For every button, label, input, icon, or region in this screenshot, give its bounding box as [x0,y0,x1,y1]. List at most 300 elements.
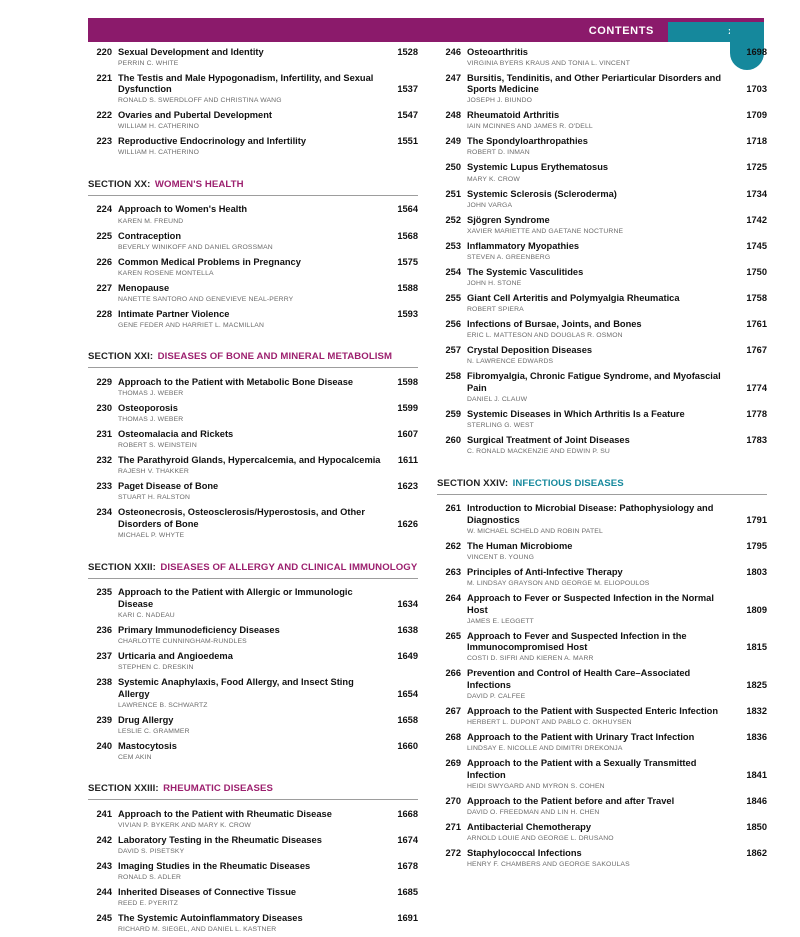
toc-entry[interactable] [88,401,418,427]
toc-entry-authors: KARI C. NADEAU [118,611,175,619]
toc-entry-number: 230 [96,403,112,414]
toc-entry-authors: RONALD S. ADLER [118,874,182,882]
toc-entry-number: 261 [445,503,461,514]
toc-entry-title[interactable]: Inherited Diseases of Connective Tissue [118,887,297,898]
toc-entry-number: 251 [445,188,461,199]
toc-entry[interactable] [437,433,767,459]
toc-entry-title[interactable]: The Systemic Vasculitides [467,266,584,277]
toc-entry[interactable] [437,501,767,539]
toc-entry-page[interactable]: 1678 [397,861,418,872]
toc-entry-number: 270 [445,795,461,806]
toc-entry-authors: RICHARD M. SIEGEL, AND DANIEL L. KASTNER [118,926,277,934]
toc-section-title: WOMEN'S HEALTH [154,178,244,190]
toc-entry-title[interactable]: Inflammatory Myopathies [467,240,580,251]
toc-entry-body [118,481,418,502]
toc-entry-page[interactable]: 1803 [746,566,767,577]
toc-entry-title[interactable]: Intimate Partner Violence [118,308,230,319]
toc-entry-body [118,257,418,278]
toc-entry-number: 221 [96,72,112,83]
toc-entry[interactable] [88,202,418,228]
toc-entry-title[interactable]: Fibromyalgia, Chronic Fatigue Syndrome, and Myofascial Pain [467,371,721,393]
toc-entry-number: 258 [445,371,461,382]
toc-entry-authors: STERLING G. WEST [467,422,534,429]
toc-entry-authors: W. MICHAEL SCHELD AND ROBIN PATEL [467,527,603,535]
toc-section-number: SECTION XX: [88,178,151,190]
toc-section-number: SECTION XXIV: [437,477,509,489]
toc-entry-body [118,913,418,934]
toc-entry-page[interactable]: 1607 [397,429,418,440]
toc-entry-title[interactable]: Crystal Deposition Diseases [467,345,593,356]
toc-entry[interactable] [437,406,767,432]
toc-entry-body [118,835,418,856]
toc-entry-number: 256 [445,319,461,330]
toc-entry-body [118,625,418,646]
toc-entry-number: 238 [96,676,112,687]
toc-entry-page[interactable]: 1537 [397,84,418,95]
toc-entry-number: 253 [445,240,461,251]
toc-entry-authors: MARY K. CROW [467,175,520,183]
toc-entry-number: 268 [445,732,461,743]
toc-entry-body [467,706,767,727]
toc-column-right [437,44,767,872]
toc-entry[interactable] [88,885,418,911]
toc-entry[interactable] [437,290,767,316]
toc-entry[interactable] [88,622,418,648]
toc-entry-title[interactable]: Sjögren Syndrome [467,214,550,225]
toc-entry-page[interactable]: 1564 [397,204,418,215]
toc-entry[interactable] [437,628,767,666]
toc-entry-number: 220 [96,46,112,57]
toc-entry-title[interactable]: Paget Disease of Bone [118,481,219,492]
toc-entry-number: 242 [96,834,112,845]
toc-entry-authors: PERRIN C. WHITE [118,59,179,67]
toc-section-heading [88,346,418,368]
toc-entry-authors: ROBERT D. INMAN [467,149,530,157]
toc-entry-body [118,429,418,450]
toc-entry-body [118,809,418,830]
header-contents-label: CONTENTS [588,25,654,37]
toc-entry[interactable] [88,505,418,543]
toc-entry-number: 222 [96,110,112,121]
toc-entry-body [467,319,767,340]
toc-entry-authors: DAVID P. CALFEE [467,693,526,701]
toc-entry-number: 243 [96,861,112,872]
toc-entry-title[interactable]: Osteonecrosis, Osteosclerosis/Hyperostosis, and Other Disorders of Bone [118,507,365,529]
toc-entry[interactable] [88,427,418,453]
toc-entry-number: 246 [445,46,461,57]
toc-entry-title[interactable]: Systemic Diseases in Which Arthritis Is a Feature [467,408,685,419]
toc-entry-title[interactable]: Contraception [118,230,182,241]
toc-entry-body [467,241,767,262]
toc-entry-page[interactable]: 1725 [746,162,767,173]
toc-entry-page[interactable]: 1750 [746,266,767,277]
toc-entry-title[interactable]: Staphylococcal Infections [467,848,582,859]
toc-entry-number: 224 [96,204,112,215]
toc-entry-number: 250 [445,162,461,173]
toc-entry-page[interactable]: 1547 [397,110,418,121]
toc-entry-number: 254 [445,266,461,277]
toc-entry[interactable] [437,590,767,628]
toc-entry[interactable] [437,730,767,756]
toc-entry-title[interactable]: Prevention and Control of Health Care–Associated Infections [467,668,691,690]
toc-entry[interactable] [88,479,418,505]
toc-entry-authors: WILLIAM H. CATHERINO [118,149,200,157]
toc-entry-authors: DAVID S. PISETSKY [118,848,185,856]
toc-entry-number: 272 [445,848,461,859]
toc-entry-number: 228 [96,308,112,319]
toc-entry-number: 262 [445,540,461,551]
toc-entry-body [467,503,767,536]
toc-entry[interactable] [437,369,767,407]
toc-entry-authors: WILLIAM H. CATHERINO [118,123,200,131]
toc-entry[interactable] [437,564,767,590]
toc-entry[interactable] [437,238,767,264]
toc-entry-authors: N. LAWRENCE EDWARDS [467,358,554,366]
toc-entry-title[interactable]: The Parathyroid Glands, Hypercalcemia, and Hypocalcemia [118,455,381,466]
toc-entry-authors: LINDSAY E. NICOLLE AND DIMITRI DREKONJA [467,745,623,753]
toc-entry-body [118,403,418,424]
toc-entry-title[interactable]: Approach to Women's Health [118,204,248,215]
toc-entry-number: 239 [96,714,112,725]
toc-entry-authors: DAVID O. FREEDMAN AND LIN H. CHEN [467,809,600,816]
toc-entry-number: 267 [445,706,461,717]
toc-entry-page[interactable]: 1568 [397,230,418,241]
toc-entry-number: 232 [96,455,112,466]
toc-entry-title[interactable]: Principles of Anti-Infective Therapy [467,566,623,577]
toc-entry[interactable] [437,756,767,794]
toc-entry-body [118,587,418,620]
toc-entry-title[interactable]: Osteomalacia and Rickets [118,429,234,440]
toc-entry-number: 226 [96,256,112,267]
toc-entry[interactable] [437,264,767,290]
toc-entry-number: 227 [96,282,112,293]
toc-entry-title[interactable]: Sexual Development and Identity [118,46,264,57]
toc-entry[interactable] [88,134,418,160]
toc-entry[interactable] [437,160,767,186]
toc-entry-page[interactable]: 1718 [746,136,767,147]
toc-entry-page[interactable]: 1809 [746,604,767,615]
toc-entry-title[interactable]: Approach to the Patient with Urinary Tract Infection [467,732,695,743]
page-header [88,22,764,42]
toc-entry-page[interactable]: 1588 [397,282,418,293]
toc-entry[interactable] [437,212,767,238]
toc-entry-title[interactable]: Primary Immunodeficiency Diseases [118,624,280,635]
toc-entry-title[interactable]: The Testis and Male Hypogonadism, Infertility, and Sexual Dysfunction [118,72,374,95]
toc-entry-title[interactable]: Introduction to Microbial Disease: Pathophysiology and Diagnostics [467,503,714,525]
toc-entry-page[interactable]: 1598 [397,376,418,387]
toc-entry-page[interactable]: 1783 [746,435,767,445]
toc-entry[interactable] [88,832,418,858]
toc-entry-title[interactable]: Approach to Fever or Suspected Infection in the Normal Host [467,592,714,615]
toc-entry-title[interactable]: The Spondyloarthropathies [467,136,588,147]
toc-entry[interactable] [88,674,418,712]
toc-entry-number: 252 [445,214,461,225]
toc-entry-body [467,541,767,562]
toc-entry-page[interactable]: 1825 [746,680,767,691]
toc-entry-page[interactable]: 1761 [746,319,767,330]
toc-entry-body [118,136,418,157]
toc-entry-page[interactable]: 1698 [746,46,767,57]
toc-entry-authors: JOHN VARGA [467,201,513,209]
toc-entry[interactable] [88,44,418,70]
toc-entry-authors: ROBERT S. WEINSTEIN [118,442,197,450]
toc-entry-body [118,715,418,736]
toc-entry-authors: RONALD S. SWERDLOFF AND CHRISTINA WANG [118,97,282,105]
toc-entry-number: 229 [96,376,112,387]
toc-entry-authors: JOHN H. STONE [467,279,522,287]
toc-entry-title[interactable]: Osteoarthritis [467,46,528,57]
toc-entry-page[interactable]: 1658 [397,714,418,725]
toc-entry-page[interactable]: 1685 [397,887,418,898]
toc-entry-authors: ROBERT SPIERA [467,306,524,314]
toc-entry-page[interactable]: 1815 [746,642,767,653]
toc-entry-title[interactable]: Drug Allergy [118,714,174,725]
toc-entry-page[interactable]: 1626 [397,519,418,530]
toc-entry-page[interactable]: 1850 [746,822,767,832]
toc-entry[interactable] [88,911,418,937]
toc-entry-page[interactable]: 1528 [397,46,418,57]
toc-entry[interactable] [88,738,418,764]
toc-entry-page[interactable]: 1767 [746,345,767,356]
toc-entry[interactable] [88,712,418,738]
toc-entry-title[interactable]: Osteoporosis [118,403,178,414]
toc-entry[interactable] [437,820,767,846]
toc-entry-body [467,215,767,236]
toc-entry-page[interactable]: 1703 [746,84,767,95]
toc-entry-number: 255 [445,292,461,303]
toc-entry-title[interactable]: Approach to the Patient before and after Travel [467,795,675,806]
toc-entry-body [118,651,418,672]
toc-entry-number: 257 [445,345,461,356]
toc-entry[interactable] [88,306,418,332]
toc-entry[interactable] [88,648,418,674]
toc-entry-title[interactable]: Approach to the Patient with Allergic or Immunologic Disease [118,587,353,609]
toc-entry-number: 236 [96,624,112,635]
toc-entry-authors: HERBERT L. DUPONT AND PABLO C. OKHUYSEN [467,719,632,727]
toc-entry-title[interactable]: Urticaria and Angioedema [118,650,233,661]
toc-entry-authors: CHARLOTTE CUNNINGHAM-RUNDLES [118,637,247,645]
toc-entry-title[interactable]: Laboratory Testing in the Rheumatic Diseases [118,834,322,845]
toc-entry-page[interactable]: 1649 [397,650,418,661]
toc-entry-authors: HEIDI SWYGARD AND MYRON S. COHEN [467,782,605,790]
toc-entry-authors: STUART H. RALSTON [118,494,191,502]
toc-entry[interactable] [437,538,767,564]
toc-entry-title[interactable]: Approach to the Patient with Metabolic Bone Disease [118,376,354,387]
toc-entry-body [118,309,418,330]
toc-entry[interactable] [437,793,767,819]
toc-entry-page[interactable]: 1660 [397,740,418,751]
toc-entry-title[interactable]: Menopause [118,282,170,293]
toc-entry[interactable] [437,186,767,212]
toc-entry-authors: LESLIE C. GRAMMER [118,727,190,735]
toc-entry-number: 266 [445,668,461,679]
toc-entry-page[interactable]: 1774 [746,382,767,393]
toc-entry-title[interactable]: Antibacterial Chemotherapy [467,822,591,832]
toc-entry-body [467,136,767,157]
toc-entry-body [467,162,767,183]
toc-entry-page[interactable]: 1709 [746,110,767,121]
toc-entry-page[interactable]: 1674 [397,834,418,845]
toc-entry-body [118,455,418,476]
toc-entry-authors: VIRGINIA BYERS KRAUS AND TONIA L. VINCENT [467,59,631,67]
toc-entry-authors: COSTI D. SIFRI AND KIEREN A. MARR [467,655,594,663]
toc-entry[interactable] [88,254,418,280]
toc-entry-page[interactable]: 1611 [397,455,418,466]
toc-entry-body [467,668,767,701]
toc-entry[interactable] [88,70,418,108]
toc-entry-title[interactable]: Ovaries and Pubertal Development [118,110,272,121]
toc-entry-page[interactable]: 1599 [397,403,418,414]
toc-entry-authors: BEVERLY WINIKOFF AND DANIEL GROSSMAN [118,243,273,251]
toc-entry-authors: XAVIER MARIETTE AND GAETANE NOCTURNE [467,227,624,235]
toc-entry-page[interactable]: 1832 [746,706,767,717]
toc-entry[interactable] [437,108,767,134]
toc-entry-body [118,110,418,131]
toc-entry-title[interactable]: The Systemic Autoinflammatory Diseases [118,913,303,924]
toc-entry-page[interactable]: 1778 [746,408,767,419]
toc-section-title: DISEASES OF ALLERGY AND CLINICAL IMMUNOLOGY [160,561,418,573]
toc-entry[interactable] [437,343,767,369]
toc-section-heading [88,174,418,196]
toc-entry-body [118,507,418,540]
toc-entry[interactable] [437,846,767,872]
toc-entry-page[interactable]: 1691 [397,913,418,924]
toc-entry-number: 237 [96,650,112,661]
toc-entry-body [118,73,418,106]
toc-entry[interactable] [437,666,767,704]
toc-entry-title[interactable]: Rheumatoid Arthritis [467,110,560,121]
toc-entry-title[interactable]: Common Medical Problems in Pregnancy [118,256,301,267]
toc-entry-page[interactable]: 1638 [397,624,418,635]
toc-entry-number: 225 [96,230,112,241]
toc-entry-page[interactable]: 1734 [746,188,767,199]
toc-entry-authors: IAIN MCINNES AND JAMES R. O'DELL [467,123,593,131]
toc-entry-title[interactable]: Systemic Anaphylaxis, Food Allergy, and Insect Sting Allergy [118,676,354,699]
toc-entry-page[interactable]: 1551 [397,136,418,147]
toc-entry-body [118,677,418,710]
toc-entry[interactable] [437,317,767,343]
toc-entry-number: 245 [96,913,112,924]
toc-entry-authors: STEVEN A. GREENBERG [467,253,551,261]
toc-entry-page[interactable]: 1668 [397,808,418,819]
toc-entry-title[interactable]: Approach to the Patient with a Sexually Transmitted Infection [467,758,697,780]
toc-entry-page[interactable]: 1623 [397,481,418,492]
toc-entry-title[interactable]: Giant Cell Arteritis and Polymyalgia Rheumatica [467,292,680,303]
toc-entry-number: 244 [96,887,112,898]
toc-entry-page[interactable]: 1791 [746,514,767,525]
toc-entry-body [118,283,418,304]
toc-entry-title[interactable]: Imaging Studies in the Rheumatic Diseases [118,861,311,872]
toc-entry-title[interactable]: Surgical Treatment of Joint Diseases [467,435,630,445]
toc-entry-authors: HENRY F. CHAMBERS AND GEORGE SAKOULAS [467,861,630,869]
toc-entry-number: 264 [445,592,461,603]
toc-entry-title[interactable]: Systemic Sclerosis (Scleroderma) [467,188,617,199]
toc-entry-body [467,435,767,456]
toc-entry-page[interactable]: 1745 [746,240,767,251]
toc-entry-body [467,631,767,664]
toc-entry-body [118,741,418,762]
toc-entry-authors: KAREN M. FREUND [118,217,184,225]
toc-entry-number: 247 [445,72,461,83]
toc-entry-body [467,848,767,869]
toc-entry-authors: LAWRENCE B. SCHWARTZ [118,701,208,709]
toc-entry-title[interactable]: Mastocytosis [118,740,177,751]
toc-entry-page[interactable]: 1575 [397,256,418,267]
toc-entry-number: 235 [96,587,112,598]
toc-entry-body [467,47,767,68]
toc-entry[interactable] [88,806,418,832]
toc-entry-body [467,345,767,366]
toc-entry[interactable] [88,453,418,479]
toc-entry[interactable] [88,280,418,306]
toc-entry-page[interactable]: 1593 [397,308,418,319]
toc-entry-authors: STEPHEN C. DRESKIN [118,663,194,671]
toc-entry-body [118,887,418,908]
toc-entry-body [118,861,418,882]
toc-entry-body [467,371,767,404]
toc-entry-number: 231 [96,429,112,440]
toc-entry[interactable] [88,374,418,400]
toc-entry[interactable] [437,44,767,70]
toc-entry-title[interactable]: Approach to the Patient with Suspected Enteric Infection [467,706,719,717]
toc-entry-page[interactable]: 1758 [746,292,767,303]
toc-entry-body [118,47,418,68]
toc-entry-number: 269 [445,758,461,769]
toc-entry-title[interactable]: Reproductive Endocrinology and Infertility [118,136,307,147]
toc-entry-body [118,377,418,398]
toc-entry-page[interactable]: 1846 [746,795,767,806]
toc-entry-page[interactable]: 1742 [746,214,767,225]
toc-entry-title[interactable]: Systemic Lupus Erythematosus [467,162,609,173]
toc-entry-title[interactable]: The Human Microbiome [467,540,573,551]
toc-entry-authors: VINCENT B. YOUNG [467,553,535,561]
toc-entry-number: 249 [445,136,461,147]
toc-entry-authors: ERIC L. MATTESON AND DOUGLAS R. OSMON [467,332,623,340]
toc-entry-body [467,567,767,588]
toc-entry-body [118,204,418,225]
toc-entry-page[interactable]: 1836 [746,732,767,743]
toc-entry-page[interactable]: 1795 [746,540,767,551]
toc-entry[interactable] [88,108,418,134]
toc-entry-page[interactable]: 1862 [746,848,767,859]
toc-entry-authors: RAJESH V. THAKKER [118,468,189,476]
toc-entry[interactable] [437,70,767,108]
toc-section-number: SECTION XXI: [88,351,154,363]
toc-entry-title[interactable]: Bursitis, Tendinitis, and Other Periarticular Disorders and Sports Medicine [467,72,722,95]
toc-entry[interactable] [88,859,418,885]
toc-entry-title[interactable]: Infections of Bursae, Joints, and Bones [467,319,642,330]
toc-entry[interactable] [88,228,418,254]
toc-entry-body [467,732,767,753]
toc-section-title: INFECTIOUS DISEASES [512,477,624,489]
toc-entry-page[interactable]: 1654 [397,688,418,699]
toc-entry-body [467,758,767,791]
toc-entry-body [467,796,767,817]
toc-entry[interactable] [437,704,767,730]
toc-section-heading [88,557,418,579]
toc-entry-page[interactable]: 1841 [746,769,767,780]
toc-entry-authors: C. RONALD MACKENZIE AND EDWIN P. SU [467,448,610,456]
toc-entry-title[interactable]: Approach to Fever and Suspected Infection in the Immunocompromised Host [467,630,687,653]
toc-entry-page[interactable]: 1634 [397,598,418,609]
toc-entry-authors: THOMAS J. WEBER [118,416,184,424]
toc-entry[interactable] [88,585,418,623]
toc-entry[interactable] [437,134,767,160]
toc-entry-title[interactable]: Approach to the Patient with Rheumatic Disease [118,808,332,819]
toc-entry-authors: M. LINDSAY GRAYSON AND GEORGE M. ELIOPOULOS [467,579,650,587]
toc-entry-body [467,110,767,131]
toc-section-title: DISEASES OF BONE AND MINERAL METABOLISM [157,351,393,363]
